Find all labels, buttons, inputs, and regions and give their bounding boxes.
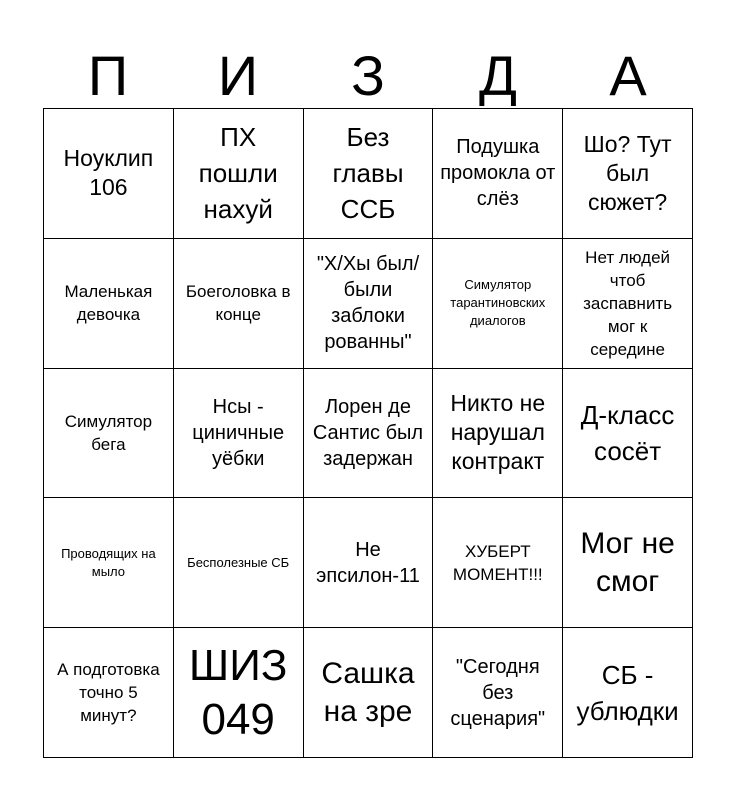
cell-text: Шо? Тут был сюжет? xyxy=(583,130,672,215)
cell-text: Нет людей чтоб заспавнить мог к середине xyxy=(583,247,673,359)
cell-text: А подготовка точно 5 минут? xyxy=(57,660,160,726)
title-letter: З xyxy=(351,44,385,107)
bingo-cell[interactable] xyxy=(304,498,434,628)
bingo-cell[interactable] xyxy=(433,498,563,628)
cell-text: ШИЗ 049 xyxy=(188,640,288,744)
bingo-cell[interactable] xyxy=(563,369,693,499)
cell-text: Маленькая девочка xyxy=(64,282,153,325)
cell-text: "Сегодня без сценария" xyxy=(450,655,546,730)
bingo-cell[interactable] xyxy=(563,628,693,758)
bingo-grid xyxy=(43,108,693,758)
bingo-cell[interactable] xyxy=(563,498,693,628)
title-letter: П xyxy=(87,44,129,107)
bingo-cell[interactable] xyxy=(174,628,304,758)
cell-text: ПХ пошли нахуй xyxy=(198,122,278,225)
cell-text: Ноуклип 106 xyxy=(63,145,154,201)
cell-text: ХУБЕРТ МОМЕНТ!!! xyxy=(452,541,543,584)
bingo-cell[interactable] xyxy=(563,239,693,369)
bingo-cell[interactable] xyxy=(433,239,563,369)
bingo-cell[interactable] xyxy=(563,109,693,239)
cell-text: Нсы - циничные уёбки xyxy=(192,395,285,470)
bingo-cell[interactable] xyxy=(44,628,174,758)
bingo-cell[interactable] xyxy=(304,369,434,499)
bingo-cell[interactable] xyxy=(44,498,174,628)
bingo-cell[interactable] xyxy=(44,109,174,239)
bingo-cell[interactable] xyxy=(174,109,304,239)
cell-text: Подушка промокла от слёз xyxy=(440,136,556,211)
title-letter: И xyxy=(217,44,259,107)
bingo-cell[interactable] xyxy=(174,369,304,499)
bingo-cell[interactable] xyxy=(174,239,304,369)
bingo-cell[interactable] xyxy=(44,239,174,369)
cell-text: СБ - ублюдки xyxy=(576,659,679,726)
bingo-cell[interactable] xyxy=(304,109,434,239)
title-letter: Д xyxy=(479,44,517,107)
cell-text: Боеголовка в конце xyxy=(185,282,291,325)
bingo-cell[interactable] xyxy=(304,628,434,758)
cell-text: Симулятор тарантиновских диалогов xyxy=(450,277,546,329)
cell-text: Д-класс сосёт xyxy=(580,399,675,466)
bingo-cell[interactable] xyxy=(433,628,563,758)
cell-text: Не эпсилон-11 xyxy=(316,538,420,587)
cell-text: Лорен де Сантис был задержан xyxy=(312,395,424,470)
cell-text: "Х/Хы был/были заблоки рованны" xyxy=(316,253,420,354)
bingo-cell[interactable] xyxy=(433,109,563,239)
bingo-cell[interactable] xyxy=(304,239,434,369)
bingo-cell[interactable] xyxy=(433,369,563,499)
bingo-title xyxy=(43,44,693,108)
cell-text: Проводящих на мыло xyxy=(61,545,156,579)
cell-text: Сашка на зре xyxy=(321,656,415,728)
cell-text: Никто не нарушал контракт xyxy=(450,390,546,475)
title-letter: А xyxy=(609,44,647,107)
cell-text: Симулятор бега xyxy=(64,411,153,454)
bingo-cell[interactable] xyxy=(174,498,304,628)
cell-text: Без главы ССБ xyxy=(332,122,404,225)
bingo-cell[interactable] xyxy=(44,369,174,499)
cell-text: Бесполезные СБ xyxy=(187,554,290,570)
cell-text: Мог не смог xyxy=(580,526,675,598)
